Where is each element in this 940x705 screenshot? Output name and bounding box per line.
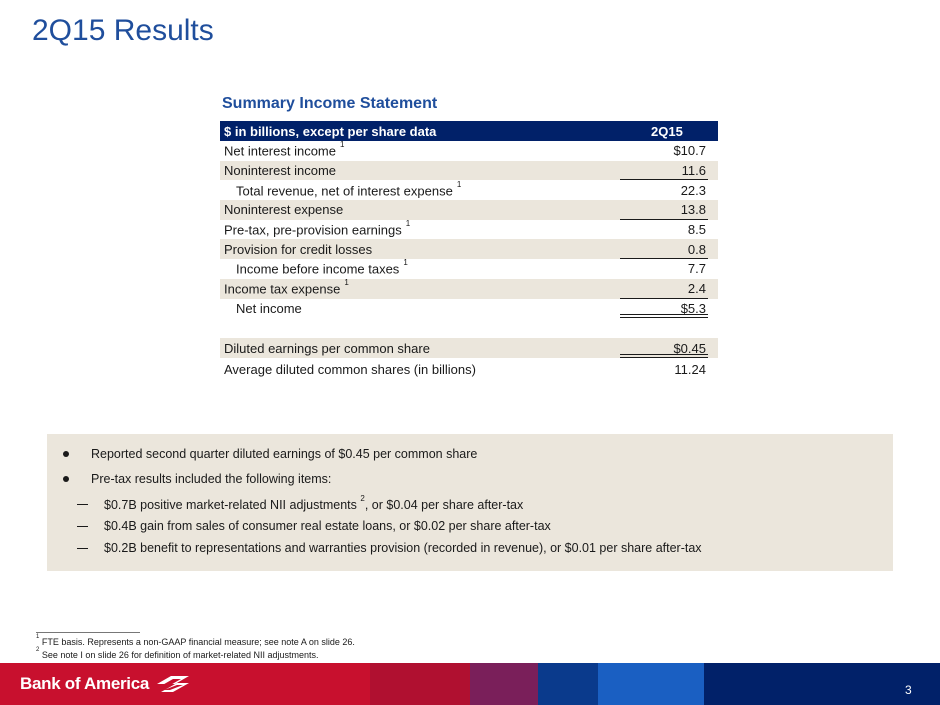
row-value: $0.45 xyxy=(673,340,706,356)
highlights-box xyxy=(47,434,893,571)
row-label: Net income xyxy=(236,300,302,316)
table-header xyxy=(220,121,718,141)
footnote: $^2$ See note I on slide 26 for definition of market-related NII adjustments. xyxy=(36,647,319,660)
row-value: $5.3 xyxy=(680,300,706,316)
page-title: 2Q15 Results xyxy=(32,14,214,47)
header-column-2q15: 2Q15 xyxy=(651,123,683,139)
dash-icon xyxy=(77,526,88,527)
page-number: 3 xyxy=(905,683,912,697)
table-row xyxy=(220,338,718,358)
row-value: $10.7 xyxy=(673,143,706,159)
logo-text: Bank of America xyxy=(20,674,150,693)
sub-bullet-item: $0.7B positive market-related NII adjustments $^2$, or $0.04 per share after-tax xyxy=(77,497,523,512)
bullet-item: Pre-tax results included the following items: xyxy=(61,472,331,486)
table-row xyxy=(220,299,718,319)
sub-bullet-item: $0.2B benefit to representations and warranties provision (recorded in revenue), or $0.01 per share after-tax xyxy=(77,541,702,555)
row-label: Income before income taxes $^1$ xyxy=(236,258,408,277)
table-row xyxy=(220,220,718,240)
bullet-dot-icon xyxy=(63,451,69,457)
table-row xyxy=(220,200,718,220)
bank-of-america-flag-icon xyxy=(155,674,191,694)
row-value: 7.7 xyxy=(687,261,706,277)
row-value: 13.8 xyxy=(680,202,706,218)
table-title: Summary Income Statement xyxy=(222,95,438,112)
bullet-item: Reported second quarter diluted earnings of $0.45 per common share xyxy=(61,447,477,461)
table-row xyxy=(220,259,718,279)
table-row xyxy=(220,239,718,259)
footer-segment xyxy=(470,663,538,705)
row-label: Noninterest expense xyxy=(224,202,344,218)
table-row xyxy=(220,180,718,200)
income-statement-table xyxy=(220,121,718,381)
sub-bullet-item: $0.4B gain from sales of consumer real estate loans, or $0.02 per share after-tax xyxy=(77,519,551,533)
row-value: 11.6 xyxy=(681,163,706,179)
row-label: Provision for credit losses xyxy=(224,241,373,257)
table-spacer xyxy=(220,318,718,338)
table-row xyxy=(220,279,718,299)
row-label: Total revenue, net of interest expense $^1$ xyxy=(236,179,462,198)
dash-icon xyxy=(77,504,88,505)
row-value: 11.24 xyxy=(674,361,706,377)
row-label: Noninterest income xyxy=(224,163,336,179)
footer-segment xyxy=(370,663,470,705)
footer-segment xyxy=(598,663,704,705)
bank-of-america-logo xyxy=(20,674,191,694)
row-label: Diluted earnings per common share xyxy=(224,340,430,356)
row-label: Income tax expense $^1$ xyxy=(224,277,349,297)
footer-segment xyxy=(538,663,598,705)
row-label: Pre-tax, pre-provision earnings $^1$ xyxy=(224,218,411,238)
row-value: 2.4 xyxy=(687,281,706,297)
table-row xyxy=(220,358,718,381)
footnote-divider xyxy=(36,632,140,633)
row-label: Average diluted common shares (in billions) xyxy=(224,361,476,377)
bullet-dot-icon xyxy=(63,476,69,482)
row-value: 0.8 xyxy=(687,241,706,257)
header-label: $ in billions, except per share data xyxy=(224,123,437,139)
row-label: Net interest income $^1$ xyxy=(224,140,345,159)
row-value: 22.3 xyxy=(680,182,706,198)
table-row xyxy=(220,161,718,181)
dash-icon xyxy=(77,548,88,549)
row-value: 8.5 xyxy=(687,222,706,238)
table-row xyxy=(220,141,718,161)
footnote: $^1$ FTE basis. Represents a non-GAAP financial measure; see note A on slide 26. xyxy=(36,634,355,647)
